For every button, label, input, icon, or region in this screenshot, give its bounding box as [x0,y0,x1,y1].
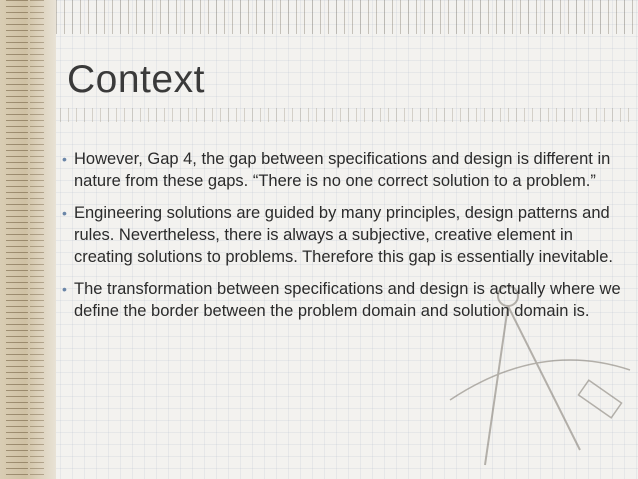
bullet-dot-icon: • [62,281,67,297]
bullet-dot-icon: • [62,205,67,221]
ruler-decoration-under-title [60,108,630,122]
ruler-decoration-top [56,0,638,34]
bullet-dot-icon: • [62,151,67,167]
bullet-list [62,148,636,332]
bullet-item [62,278,636,322]
slide-title: Context [67,58,205,101]
ruler-decoration-left [0,0,56,479]
bullet-item [62,148,636,192]
bullet-text: However, Gap 4, the gap between specifications and design is different in nature from these gaps. “There is no one correct solution to a problem.” [74,150,611,190]
bullet-text: Engineering solutions are guided by many principles, design patterns and rules. Nevertheless, there is always a subjective, creative element in creating solutions to problems. Therefore this gap is essentially inevitable. [74,204,613,266]
bullet-text: The transformation between specifications and design is actually where we define the border between the problem domain and solution domain is. [74,280,621,320]
bullet-item [62,202,636,268]
